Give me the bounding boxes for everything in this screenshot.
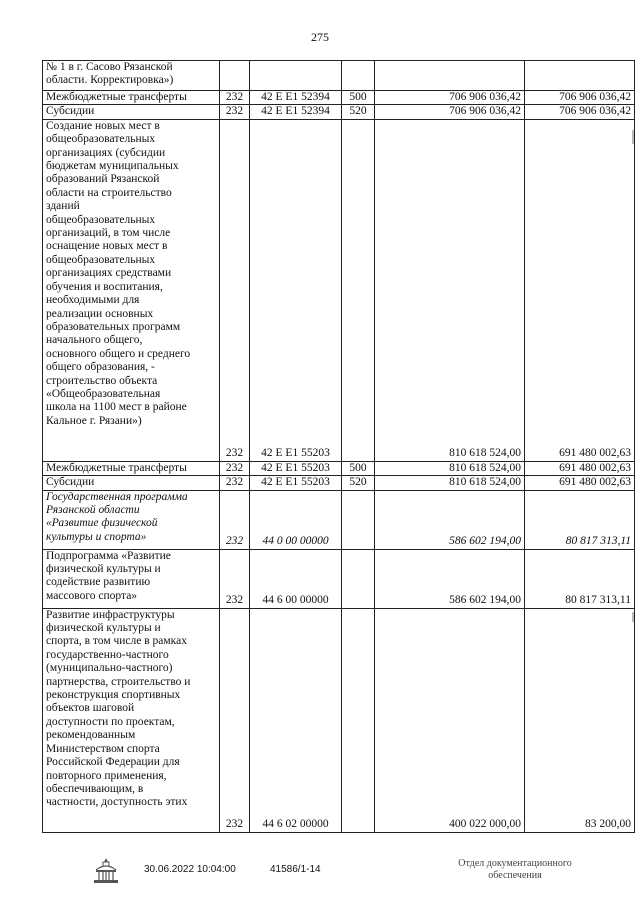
row-target-article-cell: 44 0 00 00000: [250, 490, 342, 549]
row-sum-planned-cell: 400 022 000,00: [375, 608, 525, 832]
row-sum-planned-cell: 586 602 194,00: [375, 549, 525, 608]
row-sum-executed-cell: [525, 61, 635, 91]
row-ministry-code-cell: 232: [220, 549, 250, 608]
page-footer: [0, 856, 640, 896]
row-expense-type-cell: [342, 608, 375, 832]
row-expense-type-cell: 520: [342, 476, 375, 490]
row-ministry-code-cell: 232: [220, 91, 250, 105]
row-sum-executed-cell: 691 480 002,63: [525, 476, 635, 490]
row-sum-planned-cell: 586 602 194,00: [375, 490, 525, 549]
row-ministry-code-cell: 232: [220, 105, 250, 119]
table-row: [43, 61, 635, 91]
row-sum-planned-cell: 810 618 524,00: [375, 476, 525, 490]
row-name-cell: Подпрограмма «Развитие физической культуры и содействие развитию массового спорта»: [43, 549, 220, 608]
row-sum-executed-cell: 706 906 036,42: [525, 105, 635, 119]
footer-department: [440, 858, 590, 882]
row-name-cell: Государственная программа Рязанской области «Развитие физической культуры и спорта»: [43, 490, 220, 549]
footer-department-line1: Отдел документационного: [458, 858, 572, 869]
row-name-cell: Межбюджетные трансферты: [43, 461, 220, 475]
row-expense-type-cell: 500: [342, 461, 375, 475]
row-expense-type-cell: 520: [342, 105, 375, 119]
row-sum-executed-cell: 691 480 002,63: [525, 461, 635, 475]
row-sum-executed-cell: 80 817 313,11: [525, 490, 635, 549]
row-sum-executed-cell: 691 480 002,63: [525, 119, 635, 461]
row-name-cell: Субсидии: [43, 105, 220, 119]
row-ministry-code-cell: [220, 61, 250, 91]
table-row: [43, 461, 635, 475]
row-target-article-cell: 42 Е Е1 55203: [250, 119, 342, 461]
row-ministry-code-cell: 232: [220, 119, 250, 461]
row-name-cell: Межбюджетные трансферты: [43, 91, 220, 105]
table-row: [43, 105, 635, 119]
row-expense-type-cell: [342, 119, 375, 461]
table-row: [43, 549, 635, 608]
footer-datetime: 30.06.2022 10:04:00: [144, 864, 236, 875]
row-ministry-code-cell: 232: [220, 461, 250, 475]
row-sum-planned-cell: 706 906 036,42: [375, 91, 525, 105]
table-row: [43, 91, 635, 105]
table-row: [43, 490, 635, 549]
row-target-article-cell: 42 Е Е1 52394: [250, 91, 342, 105]
table-row: [43, 119, 635, 461]
row-sum-planned-cell: 810 618 524,00: [375, 461, 525, 475]
table-row: [43, 476, 635, 490]
row-expense-type-cell: [342, 549, 375, 608]
budget-table: [42, 60, 635, 833]
row-target-article-cell: 44 6 02 00000: [250, 608, 342, 832]
row-sum-executed-cell: 706 906 036,42: [525, 91, 635, 105]
row-name-cell: Создание новых мест в общеобразовательных организациях (субсидии бюджетам муниципальных образований Рязанской области на строительство зданий общеобразовательных организаций, в том числе оснащение новых мест в общеобразовательных организациях средствами обучения и воспитания, необходимыми для реализации основных образовательных программ начального общего, основного общего и среднего общего образования, - строительство объекта «Общеобразовательная школа на 1100 мест в районе Кальное г. Рязани»): [43, 119, 220, 461]
footer-doc-number: 41586/1-14: [270, 864, 321, 875]
row-target-article-cell: 42 Е Е1 55203: [250, 461, 342, 475]
row-expense-type-cell: [342, 490, 375, 549]
row-sum-planned-cell: [375, 61, 525, 91]
row-sum-planned-cell: 706 906 036,42: [375, 105, 525, 119]
duma-emblem-icon: [92, 856, 120, 886]
table-row: [43, 608, 635, 832]
row-ministry-code-cell: 232: [220, 608, 250, 832]
row-target-article-cell: 44 6 00 00000: [250, 549, 342, 608]
row-expense-type-cell: [342, 61, 375, 91]
budget-table-body: [43, 61, 635, 833]
row-name-cell: № 1 в г. Сасово Рязанской области. Корректировка»): [43, 61, 220, 91]
row-name-cell: Субсидии: [43, 476, 220, 490]
row-target-article-cell: 42 Е Е1 55203: [250, 476, 342, 490]
row-expense-type-cell: 500: [342, 91, 375, 105]
row-target-article-cell: [250, 61, 342, 91]
row-ministry-code-cell: 232: [220, 476, 250, 490]
row-sum-executed-cell: 80 817 313,11: [525, 549, 635, 608]
row-sum-executed-cell: 83 200,00: [525, 608, 635, 832]
footer-department-line2: обеспечения: [488, 870, 542, 881]
row-target-article-cell: 42 Е Е1 52394: [250, 105, 342, 119]
row-ministry-code-cell: 232: [220, 490, 250, 549]
row-name-cell: Развитие инфраструктуры физической культуры и спорта, в том числе в рамках государственно-частного (муниципально-частного) партнерства, строительство и реконструкция спортивных объектов шаговой доступности по проектам, рекомендованным Министерством спорта Российской Федерации для повторного применения, обеспечивающим, в частности, доступность этих: [43, 608, 220, 832]
row-sum-planned-cell: 810 618 524,00: [375, 119, 525, 461]
page-number: 275: [311, 30, 329, 44]
